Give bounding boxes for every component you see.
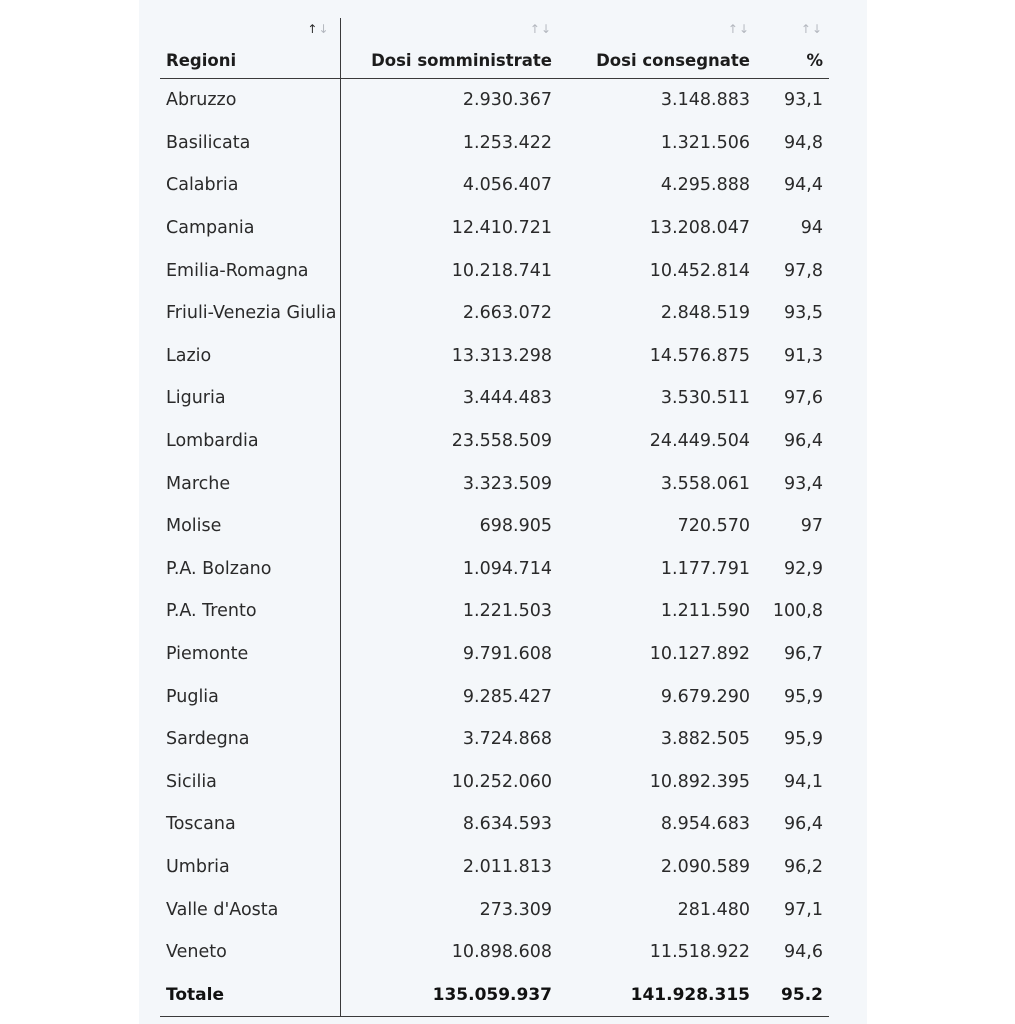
total-administered: 135.059.937 [340,973,558,1016]
delivered-cell: 24.449.504 [649,431,750,452]
delivered-cell: 14.576.875 [649,345,750,366]
delivered-cell: 281.480 [677,899,750,920]
region-cell: Campania [160,207,340,250]
administered-cell: 4.056.407 [462,175,552,196]
percent-cell: 97,1 [784,899,823,920]
table-row [160,718,829,761]
region-cell: Lombardia [160,420,340,463]
region-cell: Sardegna [160,718,340,761]
sort-icon[interactable] [307,22,329,36]
sort-up-arrow-icon: ↑ [727,22,739,36]
region-cell: P.A. Bolzano [160,548,340,591]
table-row [160,505,829,548]
percent-cell: 94,4 [784,175,823,196]
column-header-region[interactable] [160,18,340,79]
table-row [160,888,829,931]
percent-cell: 94,1 [784,771,823,792]
administered-cell: 1.221.503 [462,601,552,622]
administered-cell: 12.410.721 [451,218,552,239]
delivered-cell: 13.208.047 [649,218,750,239]
region-cell: Emilia-Romagna [160,249,340,292]
table-row [160,122,829,165]
administered-cell: 3.444.483 [462,388,552,409]
region-cell: Lazio [160,335,340,378]
total-percent: 95.2 [756,973,829,1016]
column-header-label: % [806,51,823,70]
sort-down-arrow-icon: ↓ [318,22,330,36]
administered-cell: 10.898.608 [451,942,552,963]
percent-cell: 93,5 [784,303,823,324]
delivered-cell: 3.558.061 [660,473,750,494]
sort-icon[interactable] [530,22,552,36]
region-cell: Molise [160,505,340,548]
sort-down-arrow-icon: ↓ [540,22,552,36]
sort-down-arrow-icon: ↓ [811,22,823,36]
delivered-cell: 1.177.791 [660,558,750,579]
administered-cell: 1.094.714 [462,558,552,579]
region-cell: P.A. Trento [160,590,340,633]
region-cell: Marche [160,462,340,505]
delivered-cell: 11.518.922 [649,942,750,963]
table-row [160,377,829,420]
table-row [160,335,829,378]
administered-cell: 9.791.608 [462,644,552,665]
percent-cell: 97 [800,516,823,537]
delivered-cell: 3.148.883 [660,90,750,111]
delivered-cell: 1.211.590 [660,601,750,622]
percent-cell: 95,9 [784,729,823,750]
column-header-administered[interactable] [340,18,558,79]
percent-cell: 93,1 [784,90,823,111]
delivered-cell: 10.127.892 [649,644,750,665]
delivered-cell: 1.321.506 [660,132,750,153]
administered-cell: 10.252.060 [451,771,552,792]
region-cell: Calabria [160,164,340,207]
sort-icon[interactable] [801,22,823,36]
table-row [160,207,829,250]
administered-cell: 273.309 [479,899,552,920]
administered-cell: 698.905 [479,516,552,537]
table-panel [139,0,867,1024]
table-row [160,675,829,718]
table-row [160,761,829,804]
percent-cell: 96,4 [784,431,823,452]
delivered-cell: 9.679.290 [660,686,750,707]
percent-cell: 94,8 [784,132,823,153]
delivered-cell: 2.848.519 [660,303,750,324]
sort-down-arrow-icon: ↓ [738,22,750,36]
column-header-label: Regioni [166,51,237,70]
table-footer [160,973,829,1016]
region-cell: Puglia [160,675,340,718]
column-header-percent[interactable] [756,18,829,79]
sort-up-arrow-icon: ↑ [307,22,319,36]
administered-cell: 2.011.813 [462,856,552,877]
column-header-label: Dosi consegnate [596,51,750,70]
total-delivered: 141.928.315 [558,973,756,1016]
table-row [160,846,829,889]
region-cell: Umbria [160,846,340,889]
table-body [160,79,829,974]
percent-cell: 96,4 [784,814,823,835]
administered-cell: 3.724.868 [462,729,552,750]
administered-cell: 8.634.593 [462,814,552,835]
region-cell: Friuli-Venezia Giulia [160,292,340,335]
percent-cell: 94,6 [784,942,823,963]
administered-cell: 23.558.509 [451,431,552,452]
sort-up-arrow-icon: ↑ [529,22,541,36]
administered-cell: 13.313.298 [451,345,552,366]
table-row [160,164,829,207]
administered-cell: 2.663.072 [462,303,552,324]
administered-cell: 10.218.741 [451,260,552,281]
delivered-cell: 10.452.814 [649,260,750,281]
region-cell: Valle d'Aosta [160,888,340,931]
table-header [160,18,829,79]
delivered-cell: 10.892.395 [649,771,750,792]
administered-cell: 3.323.509 [462,473,552,494]
administered-cell: 2.930.367 [462,90,552,111]
region-cell: Abruzzo [160,79,340,122]
percent-cell: 95,9 [784,686,823,707]
sort-up-arrow-icon: ↑ [800,22,812,36]
region-cell: Piemonte [160,633,340,676]
percent-cell: 97,8 [784,260,823,281]
total-label: Totale [160,973,340,1016]
table-row [160,803,829,846]
header-row [160,18,829,79]
table-row [160,548,829,591]
percent-cell: 94 [800,218,823,239]
delivered-cell: 3.882.505 [660,729,750,750]
percent-cell: 93,4 [784,473,823,494]
region-cell: Basilicata [160,122,340,165]
table-row [160,79,829,122]
percent-cell: 91,3 [784,345,823,366]
table-row [160,462,829,505]
table-row [160,249,829,292]
table-row [160,633,829,676]
table-row [160,590,829,633]
administered-cell: 9.285.427 [462,686,552,707]
region-cell: Veneto [160,931,340,974]
percent-cell: 96,2 [784,856,823,877]
column-header-delivered[interactable] [558,18,756,79]
region-cell: Liguria [160,377,340,420]
percent-cell: 92,9 [784,558,823,579]
percent-cell: 100,8 [772,601,823,622]
table-row [160,292,829,335]
region-cell: Toscana [160,803,340,846]
delivered-cell: 8.954.683 [660,814,750,835]
table-row [160,420,829,463]
percent-cell: 96,7 [784,644,823,665]
sort-icon[interactable] [728,22,750,36]
table-row [160,931,829,974]
total-row [160,973,829,1016]
region-cell: Sicilia [160,761,340,804]
administered-cell: 1.253.422 [462,132,552,153]
delivered-cell: 720.570 [677,516,750,537]
percent-cell: 97,6 [784,388,823,409]
delivered-cell: 3.530.511 [660,388,750,409]
column-header-label: Dosi somministrate [371,51,552,70]
delivered-cell: 2.090.589 [660,856,750,877]
vaccine-doses-table [160,18,829,1017]
delivered-cell: 4.295.888 [660,175,750,196]
